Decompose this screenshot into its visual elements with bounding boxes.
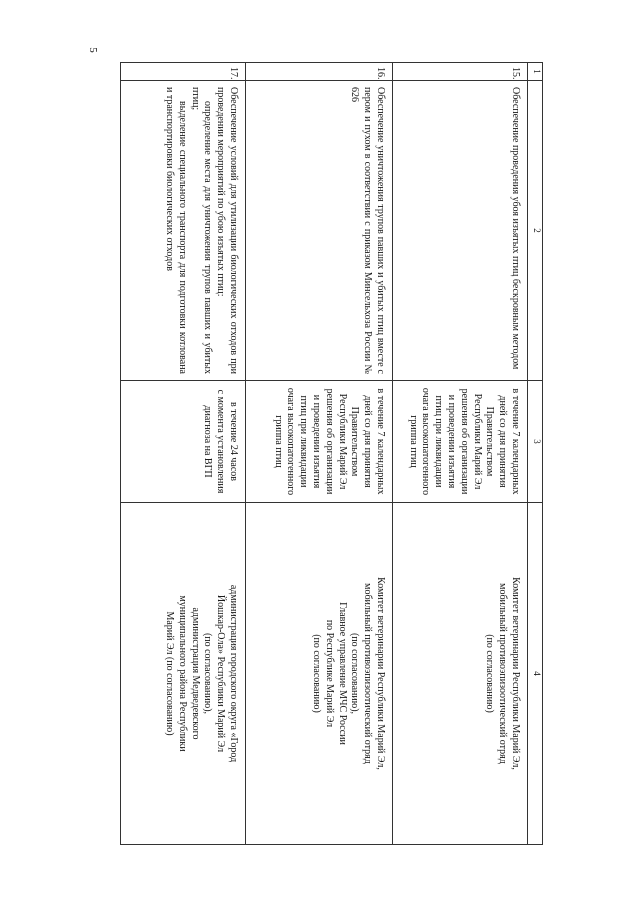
header-row <box>528 63 543 845</box>
term-line: очага высокопатогенного <box>420 387 432 496</box>
measure-description <box>393 81 528 381</box>
responsible-line: (по согласованию) <box>311 634 323 713</box>
term-line: птиц при ликвидации <box>298 395 310 488</box>
measure-responsible <box>246 503 393 845</box>
measure-responsible <box>393 503 528 845</box>
column-header-2: 2 <box>528 81 543 381</box>
term-line: в течение 24 часов <box>228 401 239 482</box>
measure-responsible <box>121 503 246 845</box>
row-number: 16. <box>246 63 393 81</box>
term-line: Республики Марий Эл <box>471 393 483 490</box>
term-line: диагноза на ВГП <box>202 405 214 478</box>
measures-table <box>120 62 543 845</box>
term-line: в течение 7 календарных <box>375 388 386 495</box>
term-line: в течение 7 календарных <box>510 388 521 495</box>
description-text: выделение специального транспорта для подготовки котлована и транспортировки биологических отходов <box>164 87 188 374</box>
responsible-line: Йошкар-Ола» Республики Марий Эл <box>215 594 227 753</box>
responsible-line: Марий Эл (по согласованию) <box>164 611 176 736</box>
term-line: с момента установления <box>215 389 227 494</box>
term-line: дней со дня принятия <box>362 395 374 488</box>
description-text: определение места для уничтожения трупов павших и убитых птиц; <box>189 87 214 374</box>
column-header-3: 3 <box>528 381 543 503</box>
term-line: Правительством <box>484 406 496 477</box>
responsible-line: мобильный противоэпизоотический отряд <box>497 583 509 764</box>
responsible-line: Комитет ветеринарии Республики Марий Эл, <box>510 577 521 770</box>
term-line: Республики Марий Эл <box>336 393 348 490</box>
term-line: и проведении изъятия <box>311 394 323 489</box>
term-line: птиц при ликвидации <box>433 395 445 488</box>
term-line: и проведении изъятия <box>446 394 458 489</box>
term-line: решения об организации <box>323 388 335 495</box>
description-text: Обеспечение проведения убоя изъятых птиц бескровным методом <box>510 87 521 370</box>
table-row <box>121 63 246 845</box>
responsible-line: администрация Медведевского <box>189 607 201 740</box>
table-row <box>393 63 528 845</box>
responsible-line: Комитет ветеринарии Республики Марий Эл, <box>375 577 386 770</box>
term-line: гриппа птиц <box>407 415 419 468</box>
responsible-line: муниципального района Республики <box>176 595 188 752</box>
column-header-4: 4 <box>528 503 543 845</box>
term-line: Правительством <box>349 406 361 477</box>
rotated-table-container <box>51 62 543 844</box>
description-text: Обеспечение условий для утилизации биологических отходов при проведении мероприятий по убою изъятых птиц: <box>215 87 239 374</box>
measure-description <box>121 81 246 381</box>
measure-term <box>121 381 246 503</box>
measure-term <box>246 381 393 503</box>
responsible-line: (по согласованию), <box>202 632 214 715</box>
term-line: дней со дня принятия <box>497 395 509 488</box>
responsible-line: мобильный противоэпизоотический отряд <box>362 583 374 764</box>
table-row <box>246 63 393 845</box>
row-number: 17. <box>121 63 246 81</box>
column-header-1: 1 <box>528 63 543 81</box>
responsible-line: (по согласованию) <box>484 634 496 713</box>
row-number: 15. <box>393 63 528 81</box>
measure-term <box>393 381 528 503</box>
responsible-line: (по согласованию), <box>349 632 361 715</box>
page-number: 5 <box>86 47 99 53</box>
responsible-line: Главное управление МЧС России <box>336 602 348 745</box>
description-text: Обеспечение уничтожения трупов павших и убитых птиц вместе с пером и пухом в соответствии с приказом Минсельхоза России № 626 <box>349 87 386 374</box>
term-line: решения об организации <box>458 388 470 495</box>
responsible-line: по Республике Марий Эл <box>323 619 335 728</box>
measure-description <box>246 81 393 381</box>
term-line: гриппа птиц <box>272 415 284 468</box>
responsible-line: администрация городского округа «Город <box>228 584 239 763</box>
term-line: очага высокопатогенного <box>285 387 297 496</box>
